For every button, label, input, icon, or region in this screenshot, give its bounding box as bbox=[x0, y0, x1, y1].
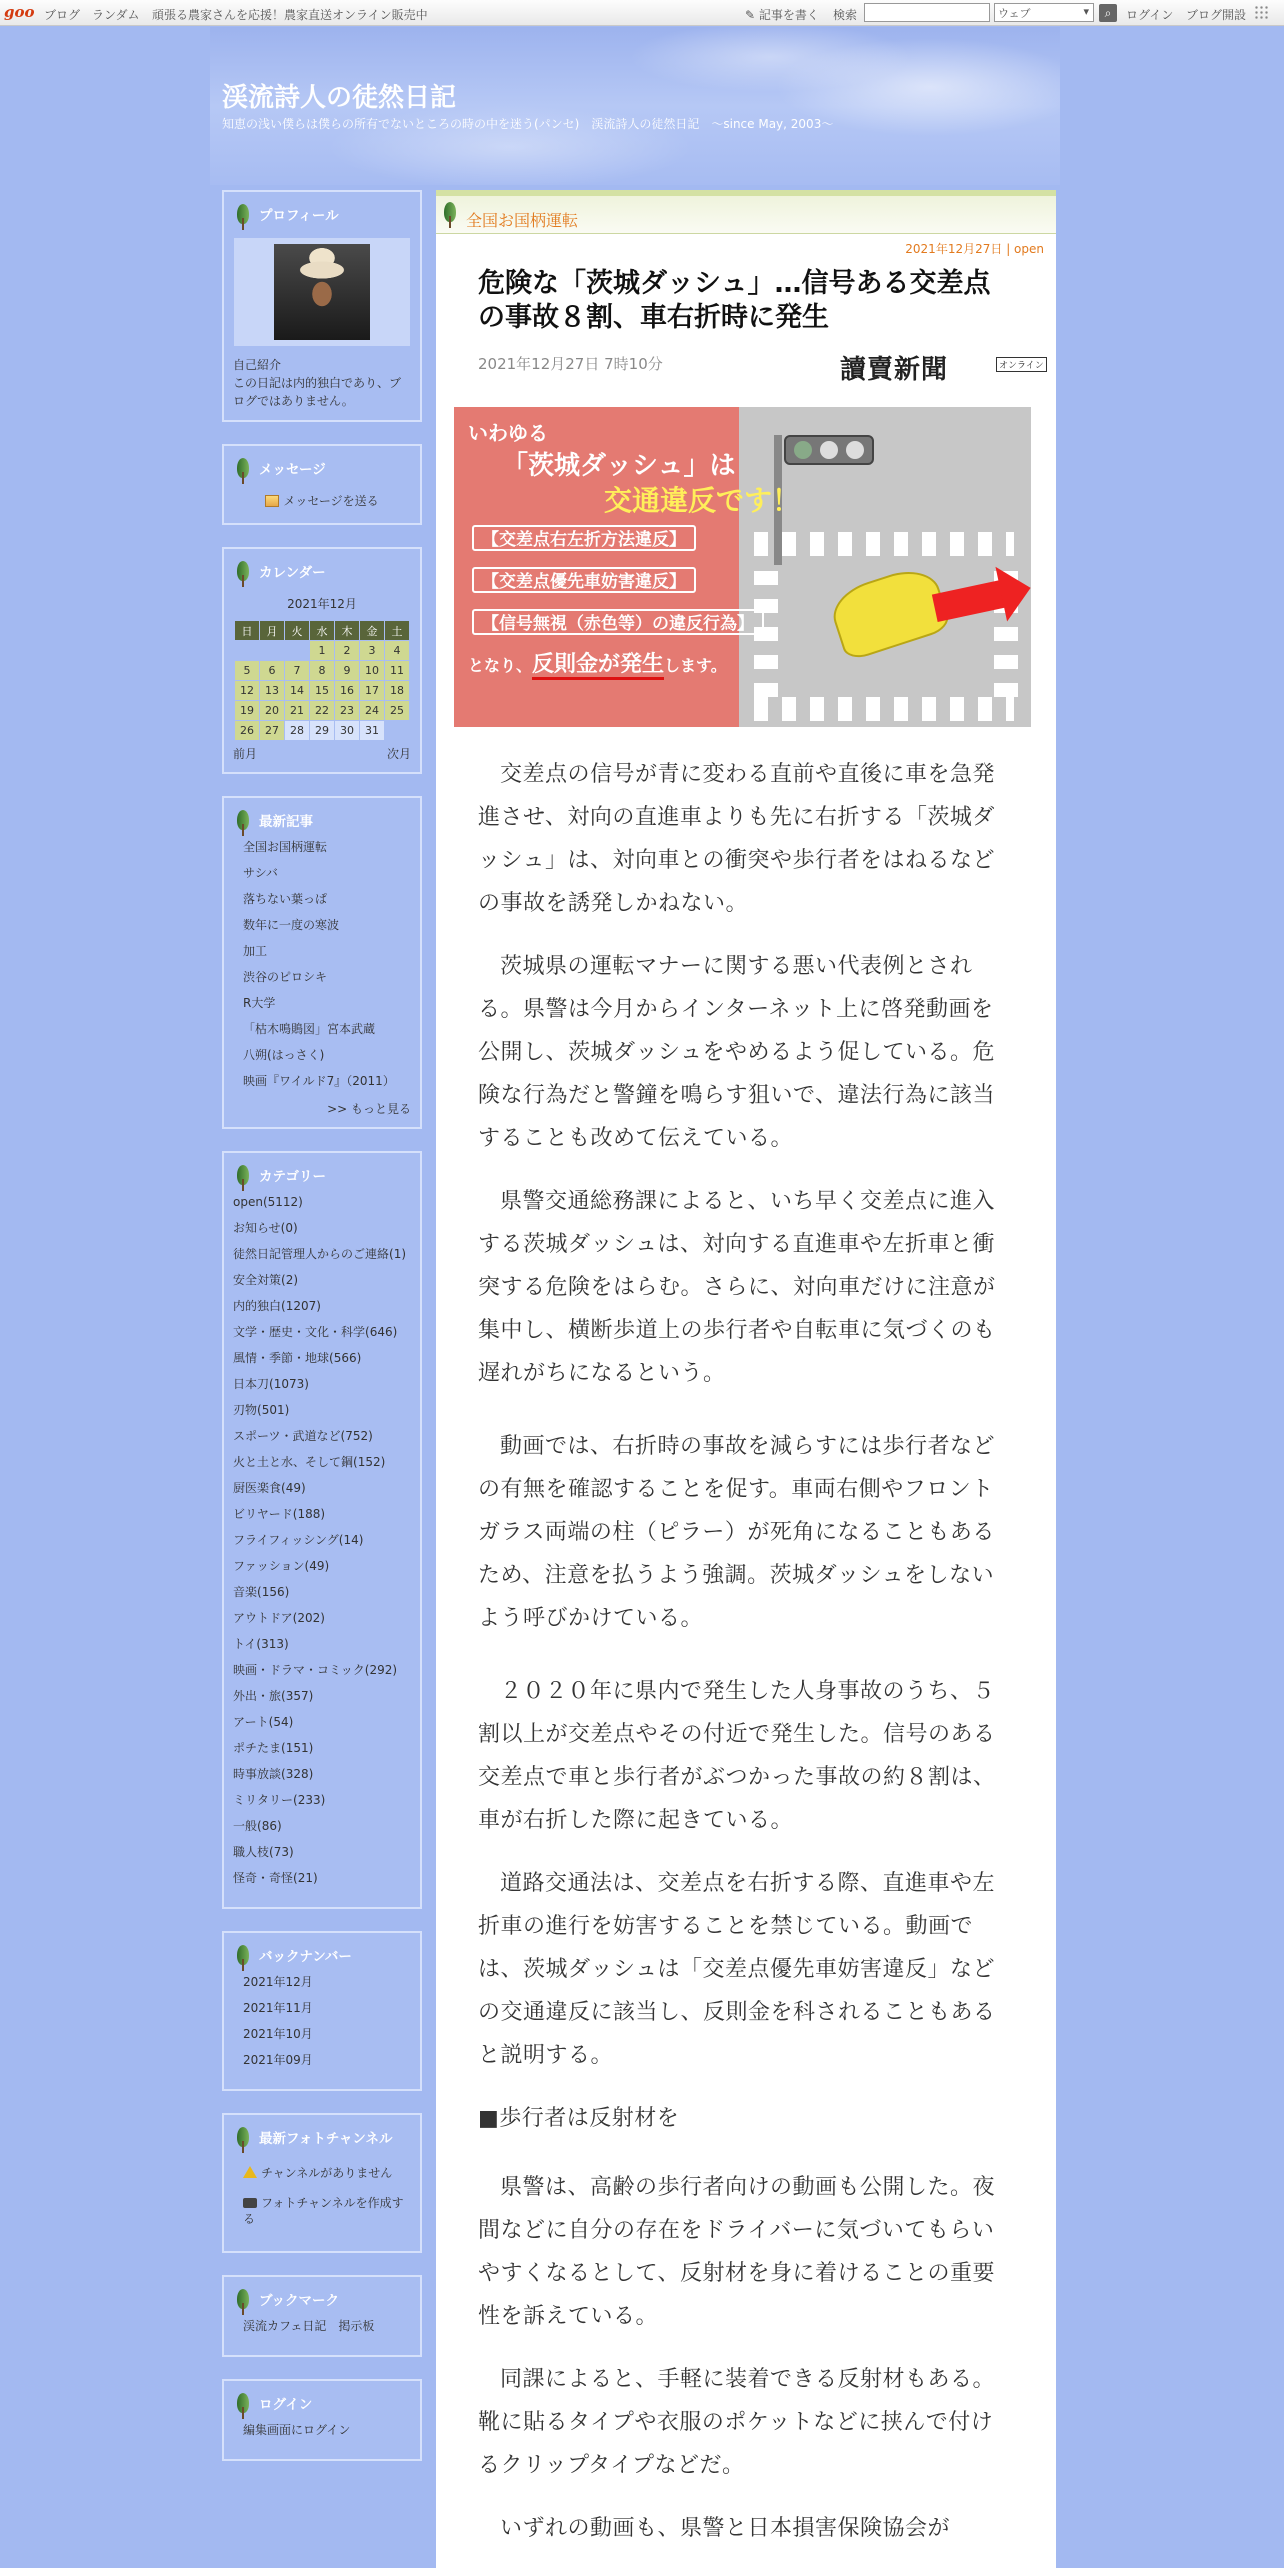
goo-toolbar bbox=[0, 0, 1284, 26]
list-item bbox=[243, 2027, 411, 2042]
recent-posts-list bbox=[233, 840, 411, 1089]
list-item bbox=[233, 1351, 411, 1366]
category-link[interactable]: 刃物 bbox=[233, 1403, 258, 1417]
calendar-day-link[interactable]: 16 bbox=[340, 684, 354, 697]
calendar-weekday: 水 bbox=[310, 621, 335, 641]
list-item bbox=[243, 996, 411, 1011]
backnumber-link[interactable]: 2021年12月 bbox=[243, 1975, 313, 1989]
login-box bbox=[222, 2379, 422, 2461]
category-link[interactable]: ポチたま bbox=[233, 1741, 282, 1755]
list-item bbox=[243, 2053, 411, 2068]
calendar-table bbox=[234, 620, 410, 741]
calendar-day[interactable] bbox=[360, 641, 385, 661]
category-count: (1207) bbox=[281, 1299, 321, 1313]
list-item bbox=[233, 1533, 411, 1548]
category-link[interactable]: 徒然日記管理人からのご連絡 bbox=[233, 1247, 390, 1261]
list-item bbox=[233, 1299, 411, 1314]
calendar-weekday: 金 bbox=[360, 621, 385, 641]
recent-post-link[interactable]: 渋谷のピロシキ bbox=[243, 970, 328, 984]
calendar-day[interactable] bbox=[260, 681, 285, 701]
article-paragraph: 県警は、高齢の歩行者向けの動画も公開した。夜間などに自分の存在をドライバーに気づいてもらいやすくなるとして、反射材を身に着けることの重要性を訴えている。 bbox=[478, 2175, 996, 2329]
category-link[interactable]: アウトドア bbox=[233, 1611, 293, 1625]
category-count: (328) bbox=[281, 1767, 314, 1781]
list-item bbox=[233, 1481, 411, 1496]
category-link[interactable]: ファッション bbox=[233, 1559, 305, 1573]
post-date-link[interactable]: 2021年12月27日 bbox=[905, 242, 1003, 256]
category-count: (2) bbox=[281, 1273, 299, 1287]
article-banner-image bbox=[454, 407, 1031, 727]
source-logo: 讀賣新聞 bbox=[840, 355, 949, 385]
list-item bbox=[233, 1715, 411, 1730]
category-count: (49) bbox=[281, 1481, 306, 1495]
login-list bbox=[233, 2423, 411, 2438]
envelope-icon bbox=[265, 495, 279, 507]
category-count: (1073) bbox=[269, 1377, 309, 1391]
article-paragraph: 同課によると、手軽に装着できる反射材もある。靴に貼るタイプや衣服のポケットなどに挟んで付けるクリップタイプなどだ。 bbox=[478, 2367, 996, 2478]
warning-icon bbox=[243, 2166, 257, 2178]
send-message-label[interactable]: メッセージを送る bbox=[283, 494, 379, 508]
banner-footer-em: 反則金が発生 bbox=[532, 652, 664, 680]
calendar-day-link[interactable]: 24 bbox=[365, 704, 379, 717]
category-link[interactable]: 風情・季節・地球 bbox=[233, 1351, 330, 1365]
sidebar bbox=[222, 190, 422, 2483]
calendar-day-link[interactable]: 3 bbox=[368, 644, 376, 657]
category-count: (21) bbox=[293, 1871, 318, 1885]
tree-icon bbox=[235, 2393, 251, 2419]
calendar-day: 31 bbox=[360, 721, 385, 741]
calendar-day[interactable] bbox=[310, 641, 335, 661]
category-link[interactable]: 安全対策 bbox=[233, 1273, 282, 1287]
calendar-day[interactable] bbox=[385, 681, 410, 701]
calendar-day[interactable] bbox=[385, 641, 410, 661]
list-item bbox=[233, 1507, 411, 1522]
category-count: (73) bbox=[269, 1845, 294, 1859]
banner-line3: 交通違反です！ bbox=[604, 484, 801, 517]
list-item bbox=[243, 2319, 411, 2334]
create-channel-link[interactable] bbox=[243, 2195, 411, 2227]
categories-list bbox=[233, 1195, 411, 1886]
recent-post-link[interactable]: 全国お国柄運転 bbox=[243, 840, 328, 854]
list-item bbox=[233, 1455, 411, 1470]
calendar-day[interactable] bbox=[335, 661, 360, 681]
category-count: (152) bbox=[353, 1455, 386, 1469]
category-count: (292) bbox=[364, 1663, 398, 1677]
login-title-text: ログイン bbox=[259, 2397, 313, 2413]
calendar-day[interactable] bbox=[310, 661, 335, 681]
calendar-day bbox=[235, 641, 260, 661]
tree-icon bbox=[235, 1945, 251, 1971]
blog-description: 知恵の浅い僕らは僕らの所有でないところの時の中を迷う(パンセ) 渓流詩人の徒然日記 ～since May, 2003～ bbox=[222, 117, 834, 131]
list-item bbox=[233, 1325, 411, 1340]
calendar-day-link[interactable]: 8 bbox=[318, 664, 326, 677]
article-paragraph: 交差点の信号が青に変わる直前や直後に車を急発進させ、対向の直進車よりも先に右折する「茨城ダッシュ」は、対向車との衝突や歩行者をはねるなどの事故を誘発しかねない。 bbox=[478, 762, 996, 916]
recent-post-link[interactable]: サシバ bbox=[243, 866, 278, 880]
list-item bbox=[233, 1403, 411, 1418]
calendar-day-link[interactable]: 11 bbox=[390, 664, 404, 677]
bookmark-title bbox=[233, 2283, 411, 2319]
banner-footer-prefix: となり、 bbox=[468, 656, 533, 675]
backnumber-list bbox=[233, 1975, 411, 2068]
list-item bbox=[243, 840, 411, 855]
backnumber-link[interactable]: 2021年11月 bbox=[243, 2001, 313, 2015]
article-meta bbox=[478, 353, 1056, 383]
category-count: (313) bbox=[256, 1637, 289, 1651]
calendar-day bbox=[385, 721, 410, 741]
list-item bbox=[243, 970, 411, 985]
category-name-link[interactable]: 全国お国柄運転 bbox=[466, 211, 579, 230]
calendar-day-link[interactable]: 9 bbox=[343, 664, 351, 677]
toolbar-link-random[interactable]: ランダム bbox=[92, 8, 140, 22]
list-item bbox=[243, 944, 411, 959]
calendar-day-link[interactable]: 5 bbox=[243, 664, 251, 677]
goo-logo[interactable]: goo bbox=[4, 3, 35, 21]
calendar-day[interactable] bbox=[235, 721, 260, 741]
category-link[interactable]: 時事放談 bbox=[233, 1767, 282, 1781]
blog-header bbox=[210, 27, 1060, 185]
backnumber-link[interactable]: 2021年10月 bbox=[243, 2027, 313, 2041]
backnumber-link[interactable]: 2021年09月 bbox=[243, 2053, 313, 2067]
search-label: 検索 bbox=[833, 8, 858, 22]
source-online-badge: オンライン bbox=[996, 357, 1047, 372]
list-item bbox=[233, 1611, 411, 1626]
calendar-day-link[interactable]: 1 bbox=[318, 644, 326, 657]
blog-title[interactable]: 渓流詩人の徒然日記 bbox=[222, 83, 457, 113]
calendar-day-link[interactable]: 17 bbox=[365, 684, 379, 697]
calendar-day-link[interactable]: 2 bbox=[343, 644, 351, 657]
bookmark-box bbox=[222, 2275, 422, 2357]
category-link[interactable]: 一般 bbox=[233, 1819, 258, 1833]
calendar-day-link[interactable]: 12 bbox=[240, 684, 254, 697]
list-item bbox=[233, 1767, 411, 1782]
category-header bbox=[436, 190, 1056, 234]
calendar-month: 2021年12月 bbox=[287, 597, 357, 611]
calendar-day-link[interactable]: 7 bbox=[293, 664, 301, 677]
main-content bbox=[436, 190, 1056, 2568]
calendar-day-link[interactable]: 22 bbox=[315, 704, 329, 717]
calendar-weekday: 日 bbox=[235, 621, 260, 641]
search-scope-select[interactable] bbox=[994, 3, 1094, 22]
list-item bbox=[233, 1377, 411, 1392]
category-count: (752) bbox=[340, 1429, 373, 1443]
edit-login-link[interactable]: 編集画面にログイン bbox=[243, 2423, 351, 2437]
list-item bbox=[233, 1819, 411, 1834]
category-count: (233) bbox=[293, 1793, 326, 1807]
calendar-day[interactable] bbox=[360, 681, 385, 701]
calendar-day-link[interactable]: 14 bbox=[290, 684, 304, 697]
calendar-day[interactable] bbox=[335, 681, 360, 701]
banner-violation-3: 【信号無視（赤色等）の違反行為】 bbox=[472, 609, 764, 635]
category-link[interactable]: 日本刀 bbox=[233, 1377, 270, 1391]
category-link[interactable]: 怪奇・奇怪 bbox=[233, 1871, 294, 1885]
category-count: (14) bbox=[338, 1533, 364, 1547]
calendar-day bbox=[285, 641, 310, 661]
recent-post-link[interactable]: 落ちない葉っぱ bbox=[243, 892, 328, 906]
profile-photo bbox=[274, 244, 370, 340]
article-title: 危険な「茨城ダッシュ」…信号ある交差点の事故８割、車右折時に発生 bbox=[478, 268, 991, 333]
calendar-day[interactable] bbox=[235, 701, 260, 721]
tree-icon bbox=[235, 2127, 251, 2153]
login-title bbox=[233, 2387, 411, 2423]
calendar-day: 28 bbox=[285, 721, 310, 741]
calendar-day-link[interactable]: 21 bbox=[290, 704, 304, 717]
list-item bbox=[243, 892, 411, 907]
calendar-title bbox=[233, 555, 411, 591]
calendar-day-link[interactable]: 18 bbox=[390, 684, 404, 697]
banner-violation-1: 【交差点右左折方法違反】 bbox=[472, 525, 696, 551]
category-link[interactable]: ビリヤード bbox=[233, 1507, 293, 1521]
category-link[interactable]: お知らせ bbox=[233, 1221, 281, 1235]
list-item bbox=[243, 1975, 411, 1990]
backnumber-title bbox=[233, 1939, 411, 1975]
tree-icon bbox=[235, 1165, 251, 1191]
category-link[interactable]: 音楽 bbox=[233, 1585, 258, 1599]
recent-post-link[interactable]: 数年に一度の寒波 bbox=[243, 918, 340, 932]
list-item bbox=[233, 1585, 411, 1600]
banner-violation-2: 【交差点優先車妨害違反】 bbox=[472, 567, 696, 593]
category-link[interactable]: 外出・旅 bbox=[233, 1689, 282, 1703]
send-message-link[interactable] bbox=[233, 492, 411, 509]
category-link[interactable]: open bbox=[233, 1195, 263, 1209]
profile-box bbox=[222, 190, 422, 422]
calendar-day[interactable] bbox=[285, 681, 310, 701]
calendar-day-link[interactable]: 13 bbox=[265, 684, 279, 697]
banner-footer-suffix: します。 bbox=[664, 656, 727, 675]
calendar-day[interactable] bbox=[260, 721, 285, 741]
recent-post-link[interactable]: 八朔(はっさく) bbox=[243, 1048, 325, 1062]
tree-icon bbox=[442, 202, 458, 228]
category-link[interactable]: 内的独白 bbox=[233, 1299, 282, 1313]
list-item bbox=[233, 1741, 411, 1756]
calendar-day: 30 bbox=[335, 721, 360, 741]
bookmark-link[interactable]: 渓流カフェ日記 掲示板 bbox=[243, 2319, 375, 2333]
tree-icon bbox=[235, 2289, 251, 2315]
category-link[interactable]: 火と土と水、そして鋼 bbox=[233, 1455, 354, 1469]
calendar-day-link[interactable]: 25 bbox=[390, 704, 404, 717]
banner-footer bbox=[468, 647, 727, 678]
category-count: (49) bbox=[304, 1559, 330, 1573]
recent-post-link[interactable]: 加工 bbox=[243, 944, 268, 958]
create-channel-label[interactable]: フォトチャンネルを作成する bbox=[243, 2196, 404, 2226]
tree-icon bbox=[235, 204, 251, 230]
calendar-day-link[interactable]: 23 bbox=[340, 704, 354, 717]
banner-crosswalk bbox=[754, 697, 1014, 721]
list-item bbox=[233, 1689, 411, 1704]
article-paragraph: ２０２０年に県内で発生した人身事故のうち、５割以上が交差点やその付近で発生した。信号のある交差点で車と歩行者がぶつかった事故の約８割は、車が右折した際に起きている。 bbox=[478, 1679, 996, 1833]
calendar-day[interactable] bbox=[260, 701, 285, 721]
calendar-day-link[interactable]: 26 bbox=[240, 724, 254, 737]
list-item bbox=[243, 1048, 411, 1063]
recent-post-link[interactable]: 映画『ワイルド7』（2011） bbox=[243, 1074, 395, 1088]
categories-box bbox=[222, 1151, 422, 1909]
bookmark-list bbox=[233, 2319, 411, 2334]
calendar-day-link[interactable]: 10 bbox=[365, 664, 379, 677]
recent-posts-box bbox=[222, 796, 422, 1129]
list-item bbox=[233, 1871, 411, 1886]
article-paragraph: 道路交通法は、交差点を右折する際、直進車や左折車の進行を妨害することを禁じている。動画では、茨城ダッシュは「交差点優先車妨害違反」などの交通違反に該当し、反則金を科されることもあると説明する。 bbox=[478, 1871, 996, 2068]
write-article-label: 記事を書く bbox=[758, 8, 819, 22]
calendar-day-link[interactable]: 20 bbox=[265, 704, 279, 717]
recent-post-link[interactable]: R大学 bbox=[243, 996, 276, 1010]
calendar-day bbox=[260, 641, 285, 661]
traffic-signal-icon bbox=[784, 435, 874, 465]
write-article-link[interactable]: ✎ 記事を書く bbox=[745, 8, 819, 22]
avatar[interactable] bbox=[234, 238, 410, 346]
category-count: (566) bbox=[329, 1351, 362, 1365]
calendar-title-text: カレンダー bbox=[259, 565, 326, 581]
banner-line1: いわゆる bbox=[468, 421, 548, 445]
calendar-day[interactable] bbox=[235, 681, 260, 701]
tree-icon bbox=[235, 458, 251, 484]
no-channel-notice bbox=[243, 2165, 411, 2181]
message-title bbox=[233, 452, 411, 488]
calendar-day: 29 bbox=[310, 721, 335, 741]
search-input[interactable] bbox=[864, 3, 990, 22]
tree-icon bbox=[235, 810, 251, 836]
calendar-day[interactable] bbox=[385, 701, 410, 721]
category-link[interactable]: トイ bbox=[233, 1637, 257, 1651]
calendar-day[interactable] bbox=[310, 701, 335, 721]
category-link[interactable]: 職人枝 bbox=[233, 1845, 270, 1859]
category-count: (1) bbox=[389, 1247, 407, 1261]
list-item bbox=[233, 1663, 411, 1678]
search-icon[interactable]: ⌕ bbox=[1099, 4, 1117, 22]
recent-posts-title-text: 最新記事 bbox=[259, 814, 313, 830]
more-posts-link[interactable]: >> もっと見る bbox=[327, 1102, 411, 1116]
list-item bbox=[233, 1845, 411, 1860]
post-meta: 2021年12月27日 | open bbox=[905, 242, 1044, 256]
category-count: (188) bbox=[292, 1507, 326, 1521]
list-item bbox=[243, 918, 411, 933]
article-paragraph: 茨城県の運転マナーに関する悪い代表例とされる。県警は今月からインターネット上に啓発動画を公開し、茨城ダッシュをやめるよう促している。危険な行為だと警鐘を鳴らす狙いで、違法行為に該当することも改めて伝えている。 bbox=[478, 954, 996, 1151]
category-link[interactable]: フライフィッシング bbox=[233, 1533, 339, 1547]
photochannel-title bbox=[233, 2121, 411, 2157]
category-link[interactable]: ミリタリー bbox=[233, 1793, 294, 1807]
category-count: (5112) bbox=[262, 1195, 303, 1209]
list-item bbox=[233, 1559, 411, 1574]
calendar-day-link[interactable]: 4 bbox=[393, 644, 401, 657]
calendar-day[interactable] bbox=[260, 661, 285, 681]
login-link[interactable]: ログイン bbox=[1126, 8, 1174, 22]
list-item bbox=[233, 1273, 411, 1288]
category-count: (357) bbox=[281, 1689, 314, 1703]
list-item bbox=[243, 866, 411, 881]
recent-posts-title bbox=[233, 804, 411, 840]
article-time: 2021年12月27日 7時10分 bbox=[478, 355, 663, 373]
profile-title-text: プロフィール bbox=[259, 208, 339, 224]
calendar-day[interactable] bbox=[310, 681, 335, 701]
no-channel-text: チャンネルがありません bbox=[261, 2166, 393, 2180]
calendar-day[interactable] bbox=[385, 661, 410, 681]
calendar-next-link[interactable]: 次月 bbox=[386, 747, 411, 761]
calendar-day[interactable] bbox=[285, 661, 310, 681]
list-item bbox=[233, 1429, 411, 1444]
category-link[interactable]: スポーツ・武道など bbox=[233, 1429, 341, 1443]
calendar-day-link[interactable]: 6 bbox=[268, 664, 276, 677]
list-item bbox=[233, 1637, 411, 1652]
article-paragraph: いずれの動画も、県警と日本損害保険協会が bbox=[500, 2516, 951, 2541]
calendar-day[interactable] bbox=[360, 661, 385, 681]
categories-title-text: カテゴリー bbox=[259, 1169, 326, 1185]
tree-icon bbox=[235, 561, 251, 587]
list-item bbox=[233, 1221, 411, 1236]
banner-crosswalk bbox=[754, 532, 1014, 556]
message-box bbox=[222, 444, 422, 525]
message-title-text: メッセージ bbox=[259, 462, 326, 478]
calendar-prev-link[interactable]: 前月 bbox=[233, 747, 258, 761]
category-link[interactable]: 厨医楽食 bbox=[233, 1481, 282, 1495]
calendar-weekday: 木 bbox=[335, 621, 360, 641]
calendar-day-link[interactable]: 19 bbox=[240, 704, 254, 717]
camera-icon bbox=[243, 2198, 257, 2208]
calendar-day[interactable] bbox=[235, 661, 260, 681]
article-paragraph: 県警交通総務課によると、いち早く交差点に進入する茨城ダッシュは、対向する直進車や左折車と衝突する危険をはらむ。さらに、対向車だけに注意が集中し、横断歩道上の歩行者や自転車に気づくのも遅れがちになるという。 bbox=[478, 1189, 996, 1386]
recent-post-link[interactable]: 「枯木鳴鵙図」宮本武蔵 bbox=[243, 1022, 376, 1036]
list-item bbox=[243, 2423, 411, 2438]
list-item bbox=[243, 2001, 411, 2016]
calendar-day[interactable] bbox=[360, 701, 385, 721]
search-scope-value: ウェブ bbox=[998, 7, 1031, 20]
calendar-day-link[interactable]: 15 bbox=[315, 684, 329, 697]
article-subheading: ■歩行者は反射材を bbox=[478, 2106, 680, 2131]
list-item bbox=[243, 1022, 411, 1037]
calendar-day-link[interactable]: 27 bbox=[265, 724, 279, 737]
category-count: (151) bbox=[281, 1741, 314, 1755]
category-count: (0) bbox=[280, 1221, 298, 1235]
article-paragraph: 動画では、右折時の事故を減らすには歩行者などの有無を確認することを促す。車両右側やフロントガラス両端の柱（ピラー）が死角になることもあるため、注意を払うよう強調。茨城ダッシュをしないよう呼びかけている。 bbox=[478, 1434, 996, 1631]
backnumber-box bbox=[222, 1931, 422, 2091]
banner-line2: 「茨城ダッシュ」は bbox=[502, 451, 736, 481]
toolbar-link-blog[interactable]: ブログ bbox=[44, 8, 81, 22]
apps-grid-icon[interactable] bbox=[1254, 5, 1270, 21]
category-count: (202) bbox=[292, 1611, 325, 1625]
category-count: (156) bbox=[257, 1585, 290, 1599]
category-count: (54) bbox=[268, 1715, 294, 1729]
category-count: (86) bbox=[257, 1819, 282, 1833]
list-item bbox=[233, 1195, 411, 1210]
photochannel-box bbox=[222, 2113, 422, 2253]
profile-title bbox=[233, 198, 411, 234]
calendar-weekday: 土 bbox=[385, 621, 410, 641]
list-item bbox=[233, 1247, 411, 1262]
calendar-day[interactable] bbox=[285, 701, 310, 721]
calendar-weekday: 火 bbox=[285, 621, 310, 641]
calendar-box bbox=[222, 547, 422, 774]
calendar-weekday: 月 bbox=[260, 621, 285, 641]
post-category-link[interactable]: open bbox=[1014, 242, 1044, 256]
bookmark-title-text: ブックマーク bbox=[259, 2293, 340, 2309]
toolbar-link-promo[interactable]: 頑張る農家さんを応援！農家直送オンライン販売中 bbox=[152, 8, 428, 22]
profile-intro: 自己紹介 この日記は内的独白であり、ブログではありません。 bbox=[233, 358, 402, 408]
category-count: (501) bbox=[257, 1403, 290, 1417]
backnumber-title-text: バックナンバー bbox=[259, 1949, 352, 1965]
open-blog-link[interactable]: ブログ開設 bbox=[1186, 8, 1247, 22]
list-item bbox=[233, 1793, 411, 1808]
category-count: (646) bbox=[365, 1325, 398, 1339]
article-body bbox=[478, 753, 998, 2550]
photochannel-title-text: 最新フォトチャンネル bbox=[259, 2131, 393, 2147]
list-item bbox=[243, 1074, 411, 1089]
calendar-day[interactable] bbox=[335, 641, 360, 661]
category-link[interactable]: アート bbox=[233, 1715, 269, 1729]
banner-road bbox=[739, 407, 1031, 727]
category-link[interactable]: 映画・ドラマ・コミック bbox=[233, 1663, 365, 1677]
category-link[interactable]: 文学・歴史・文化・科学 bbox=[233, 1325, 366, 1339]
calendar-day[interactable] bbox=[335, 701, 360, 721]
categories-title bbox=[233, 1159, 411, 1195]
